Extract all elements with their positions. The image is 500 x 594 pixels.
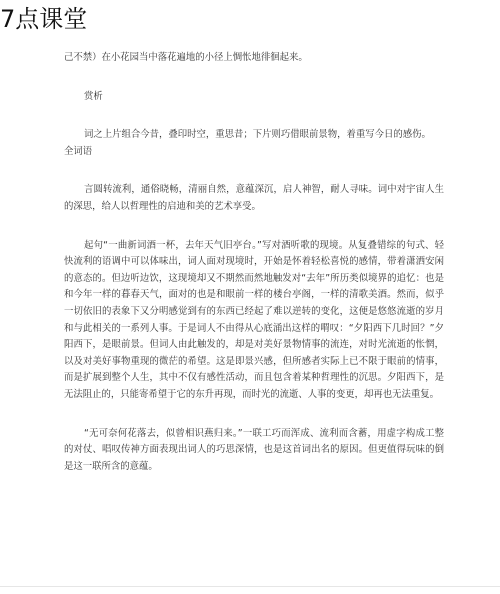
document-body xyxy=(64,50,444,475)
paragraph-3: 起句“一曲新词酒一杯，去年天气旧亭台。”写对酒听歌的现境。从复叠错综的句式、轻快流利的语调中可以体味出，词人面对现境时，开始是怀着轻松喜悦的感情，带着潇洒安闲的意态的。但边听边饮，这现境却又不期然而然地触发对“去年”所历类似境界的追忆：也是和今年一样的暮春天气，面对的也是和眼前一样的楼台亭阁，一样的清歌美酒。然而，似乎一切依旧的表象下又分明感觉到有的东西已经起了难以逆转的变化，这便是悠悠流逝的岁月和与此相关的一系列人事。于是词人不由得从心底涌出这样的喟叹：“夕阳西下几时回？”夕阳西下，是眼前景。但词人由此触发的，却是对美好景物情事的流连，对时光流逝的怅惘，以及对美好事物重现的微茫的希望。这是即景兴感，但所感者实际上已不限于眼前的情事，而是扩展到整个人生，其中不仅有感性活动，而且包含着某种哲理性的沉思。夕阳西下，是无法阻止的，只能寄希望于它的东升再现，而时光的流逝、人事的变更，却再也无法重复。 xyxy=(64,239,444,400)
paragraph-1: 词之上片组合今昔，叠印时空，重思昔；下片则巧借眼前景物，着重写今日的感伤。 xyxy=(84,129,431,141)
paragraph-2: 言圆转流利，通俗晓畅，清丽自然，意蕴深沉，启人神智，耐人寻味。词中对宇宙人生的深思，给人以哲理性的启迪和美的艺术享受。 xyxy=(64,184,444,212)
intro-line: 己不禁）在小花园当中落花遍地的小径上惆怅地徘徊起来。 xyxy=(64,52,308,63)
paragraph-1-continuation: 全词语 xyxy=(64,145,93,157)
watermark-logo: 7点课堂 xyxy=(0,5,88,33)
paragraph-4: “无可奈何花落去，似曾相识燕归来。”一联工巧而浑成、流利而含蓄，用虚字构成工整的对仗、唱叹传神方面表现出词人的巧思深情，也是这首词出名的原因。但更值得玩味的倒是这一联所含的意蕴。 xyxy=(64,427,444,472)
section-heading: 赏析 xyxy=(84,90,103,102)
page-bottom-rule xyxy=(0,586,500,587)
